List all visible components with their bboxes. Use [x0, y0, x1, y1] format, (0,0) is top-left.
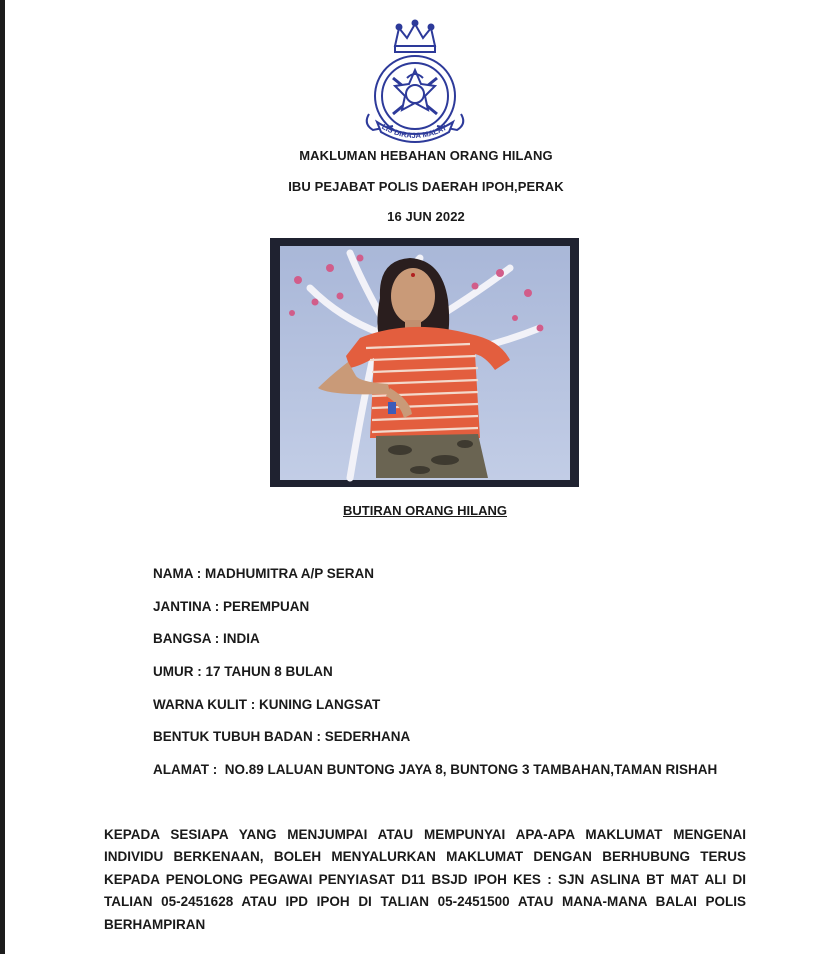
detail-value: SEDERHANA [324, 729, 411, 745]
detail-row-nama [153, 566, 717, 599]
notice-title: MAKLUMAN HEBAHAN ORANG HILANG [299, 148, 553, 163]
detail-label: NAMA : [153, 566, 205, 581]
detail-row-jantina [153, 599, 717, 632]
detail-row-bentuk-tubuh [153, 729, 717, 762]
detail-row-alamat [153, 762, 717, 795]
detail-row-bangsa [153, 631, 717, 664]
missing-person-photo [270, 238, 579, 487]
detail-label: ALAMAT : [153, 762, 225, 778]
detail-value: NO.89 LALUAN BUNTONG JAYA 8, BUNTONG 3 TAMBAHAN,TAMAN RISHAH [224, 762, 718, 778]
detail-label: BENTUK TUBUH BADAN : [153, 729, 325, 745]
detail-value: 17 TAHUN 8 BULAN [205, 664, 333, 680]
detail-label: BANGSA : [153, 631, 223, 647]
contact-notice: KEPADA SESIAPA YANG MENJUMPAI ATAU MEMPUNYAI APA-APA MAKLUMAT MENGENAI INDIVIDU BERKENAAN, BOLEH MENYALURKAN MAKLUMAT DENGAN BERHUBUNG TERUS KEPADA PENOLONG PEGAWAI PENYIASAT D11 BSJD IPOH KES : SJN ASLINA BT MAT ALI DI TALIAN 05-2451628 ATAU IPD IPOH DI TALIAN 05-2451500 ATAU MANA-MANA BALAI POLIS BERHAMPIRAN [104, 827, 746, 932]
logo-ring-text: LIS DIRAJA MALAY [380, 122, 449, 141]
detail-label: UMUR : [153, 664, 206, 680]
detail-value: MADHUMITRA A/P SERAN [205, 566, 375, 581]
issuing-office: IBU PEJABAT POLIS DAERAH IPOH,PERAK [288, 179, 564, 194]
police-crest-logo [355, 18, 475, 144]
section-title: BUTIRAN ORANG HILANG [343, 503, 507, 518]
page-left-edge [0, 0, 5, 954]
details-list [153, 566, 717, 795]
detail-row-warna-kulit [153, 697, 717, 730]
detail-value: INDIA [223, 631, 260, 647]
detail-label: WARNA KULIT : [153, 696, 259, 712]
detail-value: PEREMPUAN [223, 598, 310, 614]
detail-value: KUNING LANGSAT [258, 696, 381, 712]
police-crest-icon [355, 18, 475, 144]
detail-label: JANTINA : [153, 598, 223, 614]
notice-date: 16 JUN 2022 [387, 209, 465, 224]
detail-row-umur [153, 664, 717, 697]
